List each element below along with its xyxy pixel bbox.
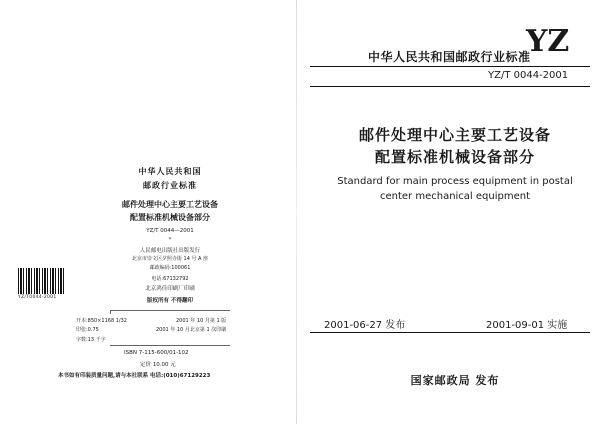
spec-edition: 2001 年 10 月第 1 版 <box>176 318 227 324</box>
left-printer: 北京鸿佳印刷厂印刷 <box>145 286 195 292</box>
left-title-line1: 邮件处理中心主要工艺设备 <box>122 200 218 209</box>
spec-printing: 2001 年 10 月北京第 1 次印刷 <box>156 327 227 333</box>
left-rights: 版权所有 不得翻印 <box>147 298 193 304</box>
title-en-line1: Standard for main process equipment in postal <box>337 176 573 187</box>
isbn-rule <box>110 345 230 346</box>
yz-mark: YZ <box>526 24 570 59</box>
left-postcode: 邮政编码:100061 <box>149 265 191 271</box>
standard-type: 中华人民共和国邮政行业标准 <box>368 50 531 64</box>
isbn: ISBN 7-115-600/01-102 <box>124 350 189 356</box>
title-en-line2: center mechanical equipment <box>379 191 531 202</box>
left-title-line2: 配置标准机械设备部分 <box>130 213 210 222</box>
date-rule <box>310 332 590 333</box>
left-org-line2: 邮政行业标准 <box>143 181 197 190</box>
issue-date: 2001-06-27 发布 <box>324 320 406 331</box>
header-rule <box>310 66 590 67</box>
spec-format: 开本:850×1168 1/32 <box>76 318 127 324</box>
left-publisher: 人民邮电出版社出版发行 <box>139 248 201 254</box>
standard-number: YZ/T 0044-2001 <box>488 70 569 81</box>
left-address: 北京市崇文区夕照寺街 14 号 A 座 <box>131 256 209 262</box>
implementation-date: 2001-09-01 实施 <box>486 320 568 331</box>
issuer: 国家邮政局 发布 <box>410 374 500 387</box>
title-cn-line2: 配置标准机械设备部分 <box>374 148 535 166</box>
page-fold <box>296 0 297 424</box>
spec-wordcount: 字数:13 千字 <box>76 337 106 343</box>
spec-sheets: 印张:0.75 <box>76 327 99 333</box>
barcode-caption: YZ/T0044-2001 <box>18 295 57 300</box>
left-star: * <box>168 237 172 243</box>
left-std-number: YZ/T 0044—2001 <box>146 228 194 234</box>
left-org-line1: 中华人民共和国 <box>138 167 202 176</box>
quality-notice: 本书如有印装质量问题,请与本社联系 电话:(010)67129223 <box>58 373 211 379</box>
title-cn-line1: 邮件处理中心主要工艺设备 <box>358 126 551 144</box>
spec-rule <box>110 310 230 311</box>
header-rule-bottom <box>310 86 590 87</box>
left-phone: 电话:67132792 <box>151 276 189 282</box>
barcode-image <box>18 268 64 294</box>
price: 定价 10.00 元 <box>140 362 176 368</box>
